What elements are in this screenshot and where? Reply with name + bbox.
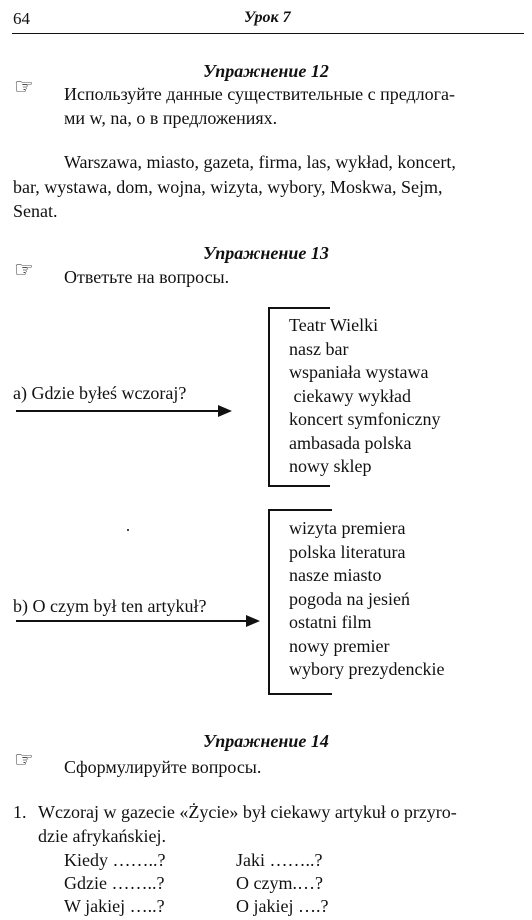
pointing-hand-icon: ☞ — [14, 74, 34, 99]
exercise-14-item1-line2: dzie afrykańskiej. — [38, 826, 166, 846]
lesson-title: Урок 7 — [244, 9, 291, 26]
exercise-13-title: Упражнение 13 — [203, 243, 329, 263]
arrow-right-icon — [218, 405, 232, 417]
list-item: nasz bar — [289, 338, 349, 359]
list-item: ambasada polska — [289, 432, 412, 453]
question-a: a) Gdzie byłeś wczoraj? — [13, 383, 187, 403]
exercise-12-instruction-line2: ми w, na, o в предложениях. — [64, 108, 278, 128]
exercise-14-instruction: Сформулируйте вопросы. — [64, 757, 262, 777]
question-b: b) O czym był ten artykuł? — [13, 596, 207, 616]
list-item: pogoda na jesień — [289, 588, 410, 609]
answer-list-a — [289, 314, 440, 479]
exercise-12-words-line3: Senat. — [13, 201, 58, 221]
exercise-12-instruction-line1: Используйте данные существительные с предлога- — [64, 84, 455, 104]
list-item: nowy sklep — [289, 456, 372, 476]
exercise-14-title: Упражнение 14 — [203, 731, 329, 751]
item-number: 1. — [13, 802, 27, 822]
header-rule — [12, 33, 524, 34]
list-item: ciekawy wykład — [289, 385, 411, 406]
list-item: nowy premier — [289, 635, 390, 656]
list-item: Teatr Wielki — [289, 315, 379, 335]
answer-list-b — [289, 517, 444, 682]
exercise-12-title: Упражнение 12 — [203, 61, 329, 81]
list-item: polska literatura — [289, 541, 406, 562]
arrow-b-line — [16, 620, 248, 622]
list-item: wizyta premiera — [289, 518, 406, 538]
arrow-right-icon — [246, 615, 260, 627]
question-left-2: Gdzie ……..? — [64, 873, 165, 893]
question-left-1: Kiedy ……..? — [64, 850, 166, 870]
exercise-12-words-line1: Warszawa, miasto, gazeta, firma, las, wykład, koncert, — [64, 152, 456, 172]
pointing-hand-icon: ☞ — [14, 747, 34, 772]
stray-dot — [127, 529, 129, 531]
question-right-3: O jakiej ….? — [236, 896, 329, 916]
question-right-1: Jaki ……..? — [236, 850, 323, 870]
question-right-2: O czym.…? — [236, 873, 323, 893]
page-number: 64 — [13, 9, 30, 28]
list-item: wybory prezydenckie — [289, 659, 445, 679]
arrow-a-line — [16, 410, 220, 412]
question-left-3: W jakiej …..? — [64, 896, 165, 916]
exercise-14-item1-line1: Wczoraj w gazecie «Życie» był ciekawy artykuł o przyro- — [38, 802, 457, 822]
exercise-12-words-line2: bar, wystawa, dom, wojna, wizyta, wybory, Moskwa, Sejm, — [13, 177, 443, 197]
list-item: nasze miasto — [289, 565, 382, 585]
pointing-hand-icon: ☞ — [14, 257, 34, 282]
list-item: wspaniała wystawa — [289, 362, 429, 382]
list-item: koncert symfoniczny — [289, 409, 441, 429]
exercise-13-instruction: Ответьте на вопросы. — [64, 267, 230, 287]
list-item: ostatni film — [289, 612, 372, 632]
